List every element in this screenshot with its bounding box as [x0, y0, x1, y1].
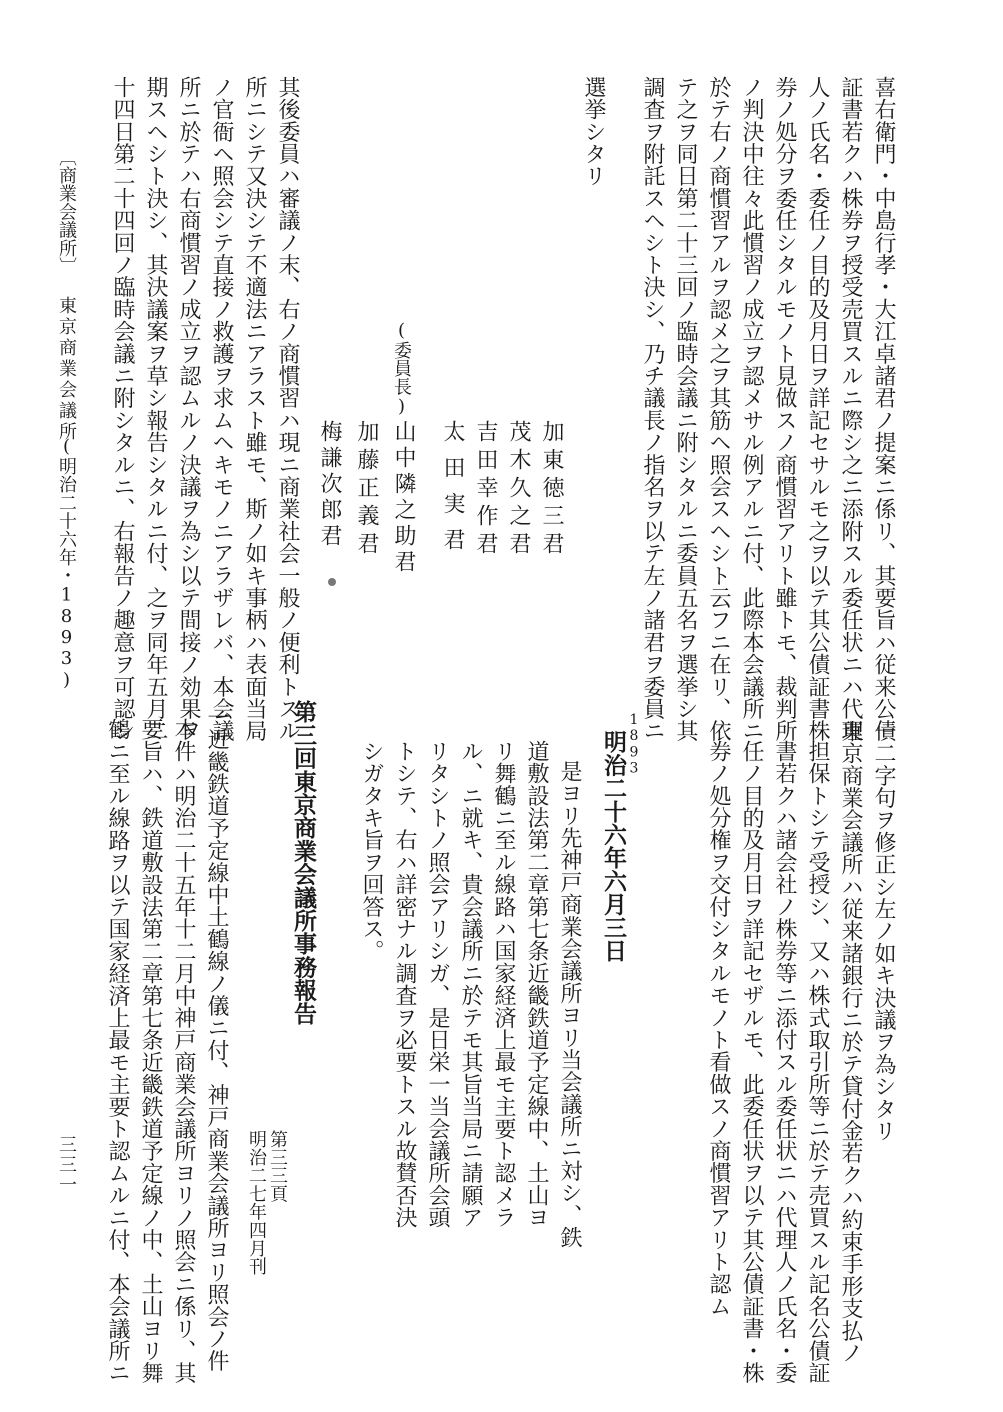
source-org: 〔商業会議所〕: [56, 148, 77, 276]
report-line-2: 本件ハ明治二十五年十二月中神戸商業会議所ヨリノ照会ニ係リ、其: [171, 718, 196, 1384]
top-right-line-6: 於テ右ノ商慣習アルヲ認メ之ヲ其筋ヘ照会スヘシト云フニ在リ、依: [706, 76, 731, 742]
entry-line-1: 是ヨリ先神戸商業会議所ヨリ当会議所ニ対シ、鉄: [557, 760, 582, 1249]
year-note: 1893: [626, 712, 642, 777]
resolution-line-3: 書若クハ諸会社ノ株券等ニ添付スル委任状ニハ代理人ノ氏名・委: [772, 740, 797, 1384]
source-date: (明治二十六年・1893): [56, 436, 77, 691]
resolution-line-2: 担保トシテ受授シ、又ハ株式取引所等ニ於テ売買スル記名公債証: [805, 740, 830, 1384]
resolution-line-5: 券ノ処分権ヲ交付シタルモノト看做スノ商慣習アリト認ム: [706, 740, 731, 1318]
committee-member-5: 山中隣之助君: [391, 420, 416, 576]
top-right-line-1: 喜右衛門・中島行孝・大江卓諸君ノ提案ニ係リ、其要旨ハ従来公債: [871, 76, 896, 742]
top-left-line-2: 所ニシテ又決シテ不適法ニアラスト雖モ、斯ノ如キ事柄ハ表面当局: [242, 76, 267, 742]
top-right-line-2: 証書若クハ株券ヲ授受売買スルニ際シ之ニ添附スル委任状ニハ代理: [838, 76, 863, 742]
top-right-line-3: 人ノ氏名・委任ノ目的及月日ヲ詳記セサルモ之ヲ以テ其公債証書株: [805, 76, 830, 742]
committee-member-2: 茂木久之君: [506, 420, 531, 560]
top-right-line-9: 選挙シタリ: [581, 76, 606, 187]
committee-member-7: 梅謙次郎君: [317, 420, 342, 550]
committee-member-3: 吉田幸作君: [473, 420, 498, 560]
top-left-line-4: 所ニ於テハ右商慣習ノ成立ヲ認ムルノ決議ヲ為シ以テ間接ノ効果ヲ: [176, 76, 201, 742]
entry-line-6: トシテ、右ハ詳密ナル調査ヲ必要トスル故賛否決: [392, 740, 417, 1229]
resolution-line-1: 東京商業会議所ハ従来諸銀行ニ於テ貸付金若クハ約束手形支払ノ: [838, 720, 863, 1364]
entry-line-3: リ舞鶴ニ至ル線路ハ国家経済上最モ主要ト認メラ: [491, 740, 516, 1229]
top-left-line-3: ノ官衙ヘ照会シテ直接ノ救護ヲ求ムヘキモノニアラザレバ、本会議: [209, 76, 234, 742]
report-line-4: 鶴ニ至ル線路ヲ以テ国家経済上最モ主要ト認ムルニ付、本会議所ニ: [105, 718, 130, 1384]
top-right-line-7: テ之ヲ同日第二十三回ノ臨時会議ニ附シタルニ委員五名ヲ選挙シ其: [673, 76, 698, 742]
top-left-line-1: 其後委員ハ審議ノ末、右ノ商慣習ハ現ニ商業社会一般ノ便利トスル: [275, 76, 300, 742]
resolution-line-4: 任ノ目的及月日ヲ詳記セザルモ、此委任状ヲ以テ其公債証書・株: [739, 740, 764, 1384]
committee-member-1: 加東徳三君: [539, 420, 564, 560]
page-number: 三三一: [56, 1135, 77, 1195]
report-line-3: 要旨ハ、鉄道敷設法第二章第七条近畿鉄道予定線ノ中、土山ヨリ舞: [138, 718, 163, 1384]
committee-member-6: 加藤正義君: [354, 420, 379, 560]
bullet-mark: [328, 578, 336, 586]
committee-chair-label: (委員長): [391, 320, 412, 417]
report-line-1: 一近畿鉄道予定線中土鶴線ノ儀ニ付、神戸商業会議所ヨリ照会ノ件: [204, 706, 229, 1372]
committee-member-4: 太田実君: [440, 420, 465, 564]
report-title: 第三回東京商業会議所事務報告: [290, 700, 317, 1025]
entry-line-2: 道敷設法第二章第七条近畿鉄道予定線中、土山ヨ: [524, 740, 549, 1229]
report-pages: 第三三頁: [267, 1130, 288, 1203]
resolution-intro: 一二字句ヲ修正シ左ノ如キ決議ヲ為シタリ: [871, 720, 896, 1142]
entry-date: 明治二十六年六月三日: [600, 730, 627, 962]
top-left-line-5: 期スヘシト決シ、其決議案ヲ草シ報告シタルニ付、之ヲ同年五月二: [143, 76, 168, 742]
top-left-line-6: 十四日第二十四回ノ臨時会議ニ附シタルニ、右報告ノ趣意ヲ可認シ: [110, 76, 135, 742]
entry-line-5: リタシトノ照会アリシガ、是日栄一当会議所会頭: [425, 740, 450, 1229]
report-issued: 明治二七年四月刊: [246, 1130, 267, 1276]
top-right-line-8: 調査ヲ附託スヘシト決シ、乃チ議長ノ指名ヲ以テ左ノ諸君ヲ委員ニ: [640, 76, 665, 742]
entry-line-4: ル、ニ就キ、貴会議所ニ於テモ其旨当局ニ請願ア: [458, 740, 483, 1229]
source-publisher: 東京商業会議所: [56, 296, 77, 443]
entry-line-7: シガタキ旨ヲ回答ス。: [359, 740, 384, 962]
top-right-line-4: 券ノ処分ヲ委任シタルモノト見做スノ商慣習アリト雖トモ、裁判所: [772, 76, 797, 742]
top-right-line-5: ノ判決中往々此慣習ノ成立ヲ認メサル例アルニ付、此際本会議所ニ: [739, 76, 764, 742]
